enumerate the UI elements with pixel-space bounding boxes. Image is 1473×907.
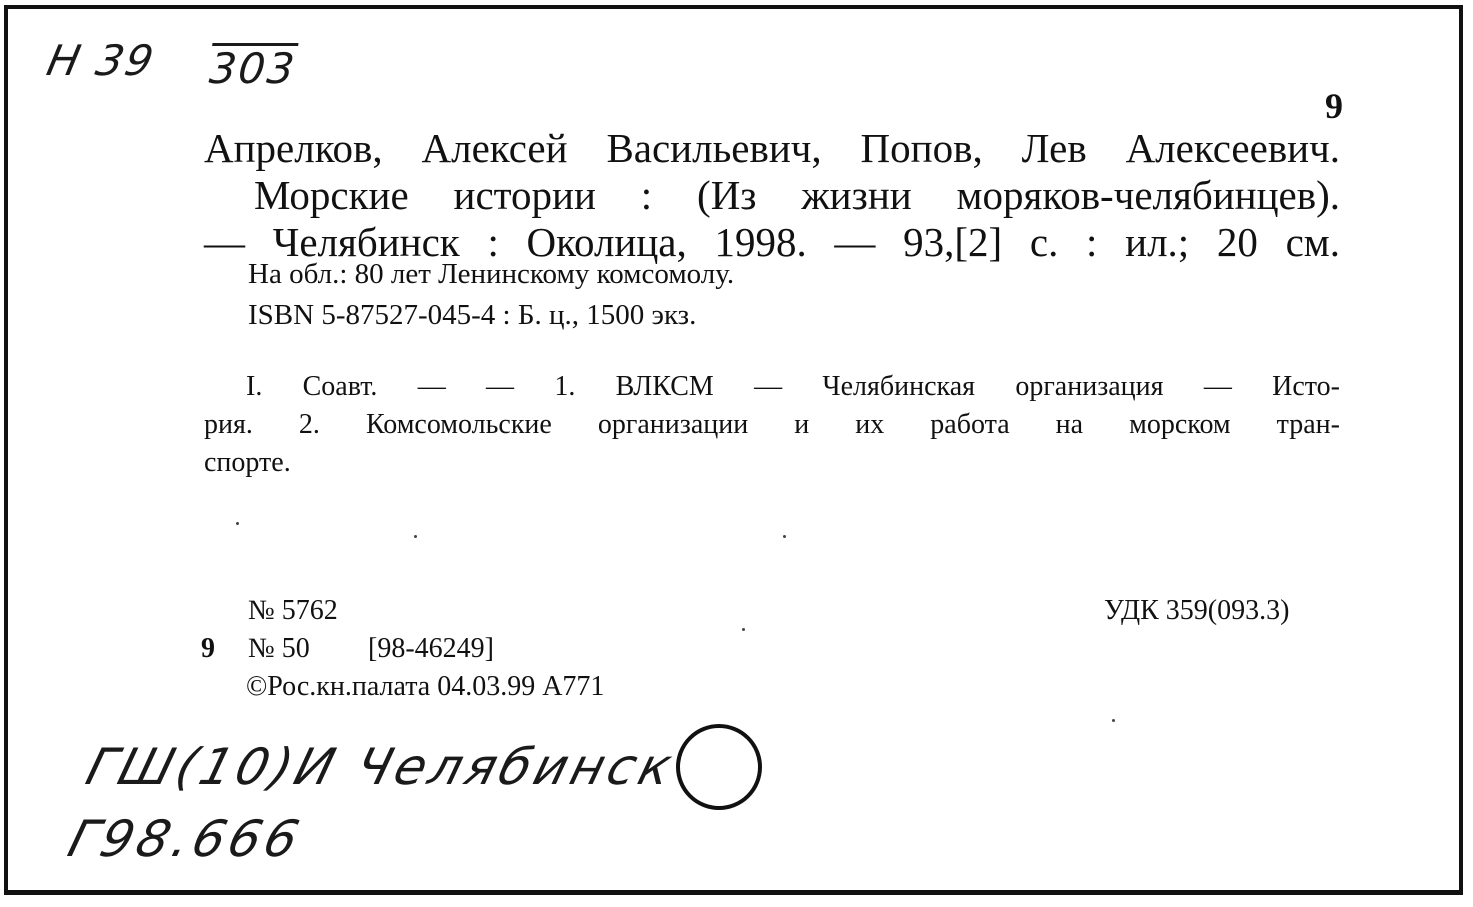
speck <box>414 535 417 538</box>
handwritten-number-bottom: Г98.666 <box>62 810 309 868</box>
handwritten-number: 303 <box>207 44 299 93</box>
subject-line-2: рия. 2. Комсомольские организации и их работа на морском тран- <box>204 409 1340 440</box>
subject-headings <box>204 368 1340 482</box>
publication-line: — Челябинск : Околица, 1998. — 93,[2] с. : ил.; 20 см. <box>204 219 1340 265</box>
speck <box>236 522 239 525</box>
isbn-line: ISBN 5-87527-045-4 : Б. ц., 1500 экз. <box>248 299 697 331</box>
circle-mark <box>676 724 762 810</box>
cover-note: На обл.: 80 лет Ленинскому комсомолу. <box>248 258 735 290</box>
udk-code: УДК 359(093.3) <box>1104 595 1290 626</box>
subject-line-3: спорте. <box>204 447 291 478</box>
card-number: 9 <box>1325 86 1343 126</box>
card-batch-number: № 50 <box>248 633 310 664</box>
authors-line: Апрелков, Алексей Васильевич, Попов, Лев Алексеевич. <box>204 125 1340 171</box>
book-chamber-imprint: ©Рос.кн.палата 04.03.99 А771 <box>246 671 605 702</box>
footer-index: 9 <box>201 633 215 664</box>
subject-line-1: I. Соавт. — — 1. ВЛКСМ — Челябинская организация — Исто- <box>246 371 1340 402</box>
handwritten-classification: ГШ(10)И Челябинск <box>80 738 682 796</box>
speck <box>1112 719 1115 722</box>
speck <box>742 628 745 631</box>
speck <box>783 535 786 538</box>
title-line: Морские истории : (Из жизни моряков-челябинцев). <box>254 172 1340 218</box>
bibliographic-entry <box>204 125 1340 266</box>
handwritten-shelf-mark: Н 39 <box>42 36 160 85</box>
record-number: [98-46249] <box>368 633 494 664</box>
card-serial-number: № 5762 <box>248 595 338 626</box>
